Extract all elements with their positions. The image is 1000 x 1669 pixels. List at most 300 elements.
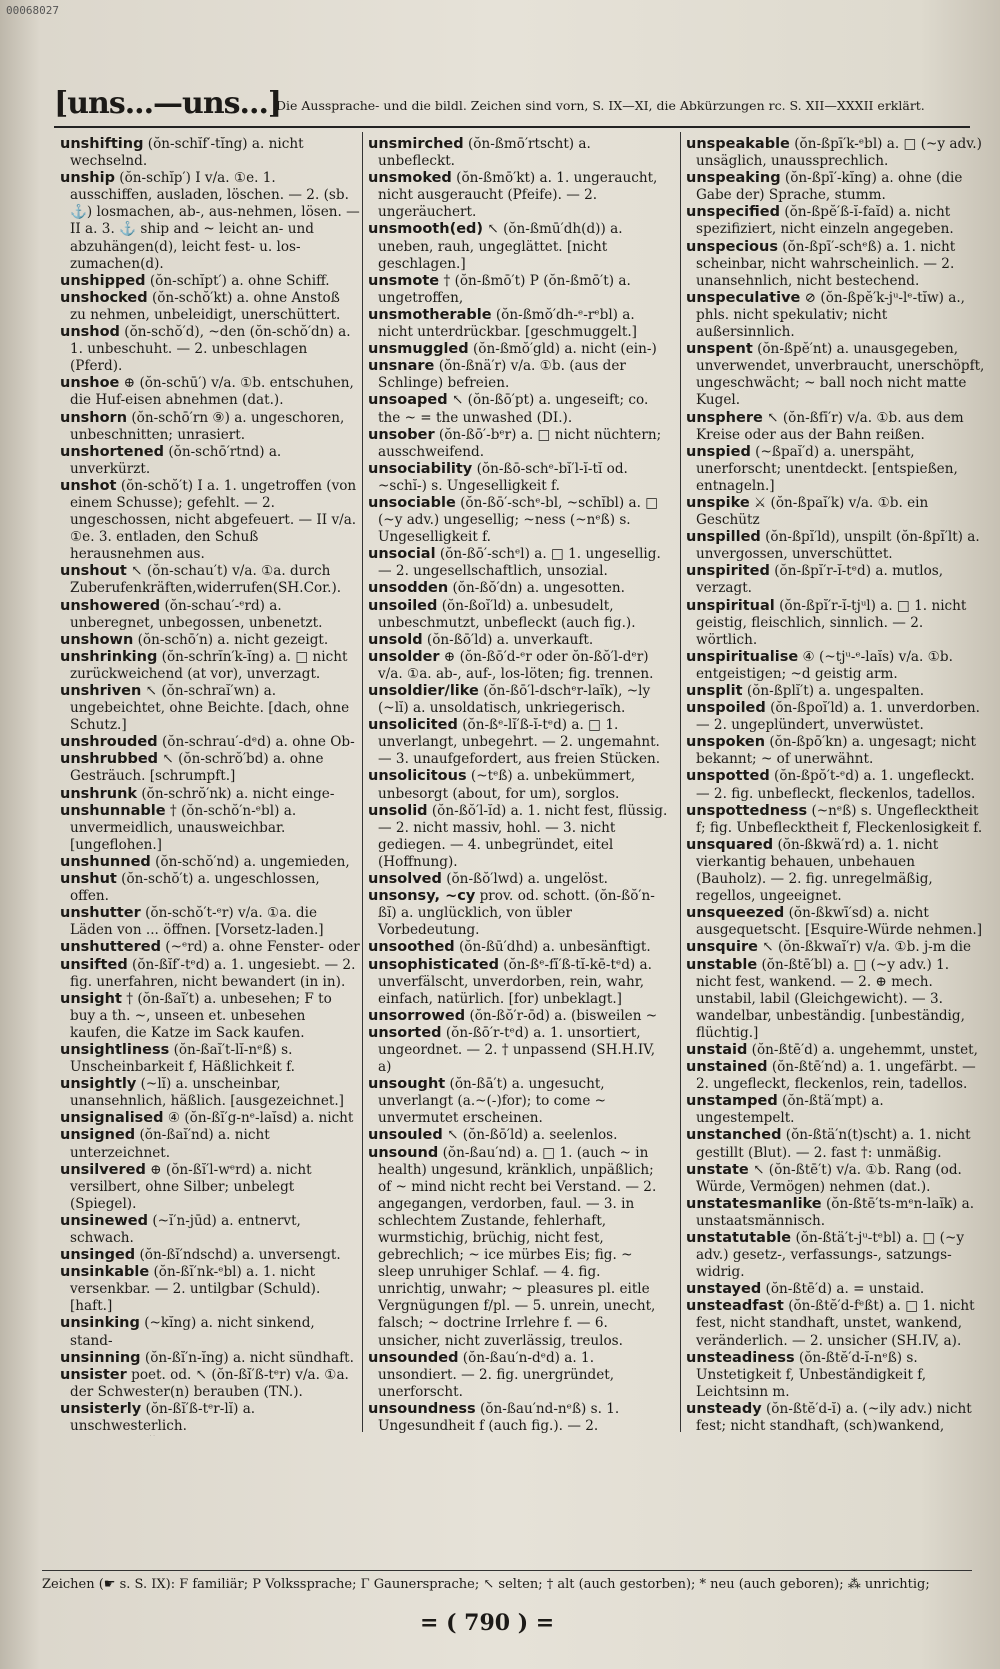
definition: (ŏn-ßᵉ-lĭ′ß-ĭ-tᵉd) a. □ 1. unverlangt, unbegehrt. — 2. ungemahnt. — 3. unaufgefordert, aus freien Stücken. — [378, 717, 661, 768]
headword: unsolicited — [368, 717, 458, 734]
dictionary-entry — [60, 410, 360, 444]
definition: (ŏn-ßtē′d) a. ungehemmt, unstet, — [747, 1041, 978, 1058]
dictionary-entry — [368, 598, 668, 632]
definition: (ŏn-ßtē′bl) a. □ (~y adv.) 1. nicht fest, wankend. — 2. ⊕ mech. unstabil, labil (Gleichgewicht). — 3. wandelbar, unbeständig. [unbeständig, flüchtig.] — [696, 956, 965, 1041]
dictionary-entry — [686, 1093, 986, 1127]
headword: unsold — [368, 631, 423, 648]
dictionary-entry — [60, 751, 360, 785]
definition: ↖ (ŏn-ßō′pt) a. ungeseift; co. the ~ = the unwashed (DI.). — [378, 392, 649, 426]
headword: unstatutable — [686, 1230, 792, 1246]
dictionary-entry — [368, 888, 668, 939]
dictionary-entry — [686, 239, 986, 290]
headword: unshipped — [60, 272, 146, 289]
headword: unsolicitous — [368, 768, 467, 785]
headword: unshifting — [60, 136, 144, 152]
dictionary-entry — [368, 1025, 668, 1076]
dictionary-entry — [60, 598, 360, 632]
headword: unstanched — [686, 1127, 782, 1144]
headword: unshrunk — [60, 785, 138, 802]
dictionary-entry — [60, 1162, 360, 1213]
definition: (ŏn-ßaĭ′nd) a. nicht unterzeichnet. — [70, 1127, 270, 1161]
headword: unspilled — [686, 529, 761, 546]
definition: (ŏn-ßpĕ′ß-ĭ-faĭd) a. nicht spezifiziert, nicht einzeln angegeben. — [696, 204, 954, 238]
dictionary-entry — [368, 221, 668, 272]
dictionary-entry — [60, 444, 360, 478]
dictionary-entry — [60, 563, 360, 597]
definition: (ŏn-ßkwä′rd) a. 1. nicht vierkantig behauen, unbehauen (Bauholz). — 2. fig. unregelmäßig, regellos, ungeeignet. — [696, 836, 939, 905]
definition: (ŏn-schĭf′-tĭng) a. nicht wechselnd. — [70, 136, 304, 170]
definition: (ŏn-ßtĕ′d-fᵉßt) a. □ 1. nicht fest, nicht standhaft, unstet, wankend, veränderlich. — 2. unsicher (SH.IV, a). — [696, 1298, 975, 1349]
headword: unshut — [60, 871, 117, 888]
dictionary-entry — [368, 461, 668, 495]
headword: unsoldier/like — [368, 683, 479, 699]
definition: (ŏn-ßpī′k-ᵉbl) a. □ (~y adv.) unsäglich, unaussprechlich. — [696, 136, 982, 170]
definition: (ŏn-ßō′-bᵉr) a. □ nicht nüchtern; ausschweifend. — [378, 426, 662, 460]
definition: (~ᵉrd) a. ohne Fenster- oder — [160, 939, 360, 956]
definition: ⊕ (ŏn-schū′) v/a. ①b. entschuhen, die Huf-eisen abnehmen (dat.). — [70, 375, 354, 409]
dictionary-entry — [686, 1059, 986, 1093]
dictionary-entry — [368, 717, 668, 768]
dictionary-entry — [686, 768, 986, 802]
column-3 — [686, 136, 986, 1436]
definition: ⊕ (ŏn-ßĭ′l-wᵉrd) a. nicht versilbert, ohne Silber; unbelegt (Spiegel). — [70, 1161, 312, 1212]
dictionary-entry — [686, 957, 986, 1042]
headword: unship — [60, 170, 115, 187]
definition: (~kĭng) a. nicht sinkend, stand- — [70, 1315, 315, 1349]
definition: ↖ (ŏn-ßfī′r) v/a. ①b. aus dem Kreise oder aus der Bahn reißen. — [696, 409, 964, 443]
headword: unshod — [60, 324, 120, 341]
dictionary-entry — [368, 495, 668, 546]
dictionary-entry — [686, 495, 986, 529]
dictionary-entry — [60, 871, 360, 905]
definition: (ŏn-ßᵉ-fĭ′ß-tĭ-kē-tᵉd) a. unverfälscht, unverdorben, rein, wahr, einfach, natürlich. [for) unbeklagt.] — [378, 956, 652, 1007]
definition: (ŏn-schĭpt′) a. ohne Schiff. — [145, 272, 330, 289]
definition: ↖ (ŏn-schrŏ′bd) a. ohne Gesträuch. [schrumpft.] — [70, 751, 324, 785]
headword: unspeculative — [686, 289, 801, 306]
definition: (ŏn-schŏ′kt) a. ohne Anstoß zu nehmen, unbeleidigt, unerschüttert. — [70, 289, 341, 323]
definition: (ŏn-ßau′nd-nᵉß) s. 1. Ungesundheit f (auch fig.). — 2. — [378, 1400, 620, 1435]
page-number: = ( 790 ) = — [420, 1610, 555, 1636]
headword: unstaid — [686, 1041, 748, 1058]
headword: unsplit — [686, 683, 743, 699]
dictionary-entry — [60, 734, 360, 751]
headword: unsophisticated — [368, 956, 499, 973]
dictionary-entry — [368, 273, 668, 307]
definition: (ŏn-schŏ′t) I a. 1. ungetroffen (von einem Schusse); gefehlt. — 2. ungeschossen, nicht abgefeuert. — II v/a. ①e. 3. entladen, den Schuß herausnehmen aus. — [70, 477, 357, 563]
dictionary-entry — [368, 358, 668, 392]
headword: unsteady — [686, 1400, 762, 1417]
dictionary-entry — [686, 444, 986, 495]
dictionary-entry — [686, 170, 986, 204]
headword: unshrubbed — [60, 751, 159, 768]
headword: unsmuggled — [368, 341, 469, 358]
definition: (~ßpaĭ′d) a. unerspäht, unerforscht; unentdeckt. [entspießen, entnageln.] — [696, 443, 958, 494]
definition: (ŏn-ßtä′t-jᵘ-tᵉbl) a. □ (~y adv.) gesetz-, verfassungs-, satzungs-widrig. — [696, 1230, 965, 1281]
symbol-legend: Zeichen (☛ s. S. IX): F familiär; P Volkssprache; Γ Gaunersprache; ↖ selten; † alt (auch gestorben); * neu (auch geboren); ⁂ unrichtig; — [42, 1570, 972, 1592]
headword: unstable — [686, 956, 758, 973]
headword: unsqueezed — [686, 905, 785, 922]
definition: (~tᵉß) a. unbekümmert, unbesorgt (about, for um), sorglos. — [378, 768, 636, 802]
headword: unshutter — [60, 905, 141, 922]
headword: unshriven — [60, 683, 142, 699]
headword: unsightliness — [60, 1041, 170, 1058]
definition: (ŏn-ßō′-schᵉl) a. □ 1. ungesellig. — 2. ungesellschaftlich, unsozial. — [378, 546, 661, 580]
headword: unsought — [368, 1076, 446, 1093]
dictionary-entry — [686, 341, 986, 409]
dictionary-entry — [686, 1230, 986, 1281]
dictionary-entry — [60, 991, 360, 1042]
dictionary-entry — [686, 1042, 986, 1059]
headword: unspoiled — [686, 700, 766, 717]
dictionary-entry — [60, 1367, 360, 1401]
dictionary-entry — [686, 683, 986, 700]
headword: unsinewed — [60, 1212, 149, 1229]
column-1 — [60, 136, 360, 1436]
definition: (ŏn-schŏ′t-ᵉr) v/a. ①a. die Läden von ... öffnen. [Vorsetz-laden.] — [70, 905, 324, 939]
dictionary-entry — [686, 1162, 986, 1196]
dictionary-entry — [686, 803, 986, 837]
scan-id: 00068027 — [6, 4, 59, 17]
headword: unspecious — [686, 238, 778, 255]
dictionary-entry — [686, 563, 986, 597]
dictionary-entry — [60, 1042, 360, 1076]
headword: unsignalised — [60, 1110, 164, 1127]
headword: unspottedness — [686, 802, 808, 819]
dictionary-entry — [686, 529, 986, 563]
headword: unstained — [686, 1059, 768, 1076]
headword: unshowered — [60, 597, 161, 614]
dictionary-entry — [686, 649, 986, 683]
definition: (ŏn-ßā′t) a. ungesucht, unverlangt (a.~(-)for); to come ~ unvermutet erscheinen. — [378, 1076, 607, 1127]
definition: ⚔ (ŏn-ßpaĭ′k) v/a. ①b. ein Geschütz — [696, 494, 929, 529]
headword: unsifted — [60, 956, 128, 973]
headword: unsorted — [368, 1024, 442, 1041]
definition: (~nᵉß) s. Ungeflecktheit f; fig. Unbeflecktheit f, Fleckenlosigkeit f. — [696, 802, 983, 836]
headword: unshorn — [60, 409, 128, 426]
dictionary-entry — [368, 871, 668, 888]
dictionary-entry — [60, 1264, 360, 1315]
page-header — [54, 86, 970, 128]
headword: unstayed — [686, 1281, 762, 1298]
headword — [60, 1435, 123, 1436]
dictionary-entry — [368, 939, 668, 956]
headword: unspiritual — [686, 597, 775, 614]
definition: (ŏn-ßtĕ′d-ĭ) a. (~ily adv.) nicht fest; nicht standhaft, (sch)wankend, — [696, 1400, 972, 1435]
headword: unsound — [368, 1144, 439, 1161]
definition: (ŏn-ßmō′rtscht) a. unbefleckt. — [378, 136, 591, 170]
definition: (ŏn-ßtä′mpt) a. ungestempelt. — [696, 1093, 884, 1127]
definition: ⊕ (ŏn-ßō′d-ᵉr oder ŏn-ßŏ′l-dᵉr) v/a. ①a. ab-, auf-, los-löten; fig. trennen. — [378, 648, 654, 682]
definition: (ŏn-ßau′nd) a. □ 1. (auch ~ in health) ungesund, kränklich, unpäßlich; of ~ mind nicht recht bei Verstand. — 2. angegangen, verdorben, faul. — 3. in schlechtem Zustande, fehlerhaft, wurmstichig, brüchig, nicht fest, gebrechlich; ~ ice mürbes Eis; fig. ~ sleep unruhiger Schlaf. — 4. fig. unrichtig, unwahr; ~ pleasures pl. eitle Vergnügungen f/pl. — 5. unrein, unecht, falsch; ~ doctrine Irrlehre f. — 6. unsicher, nicht zuverlässig, treulos. — [378, 1144, 657, 1349]
definition: (ŏn-ßpŏ′t-ᵉd) a. 1. ungefleckt. — 2. fig. unbefleckt, fleckenlos, tadellos. — [696, 768, 976, 802]
headword: unsnare — [368, 358, 435, 375]
definition: (ŏn-schĭp′) I v/a. ①e. 1. ausschiffen, ausladen, löschen. — 2. (sb. ⚓) losmachen, ab-, aus-nehmen, lösen. — II a. 3. ⚓ ship and ~ leicht an- und abzuhängen(d), leicht fest- u. los-zumachen(d). — [70, 170, 360, 272]
dictionary-entry — [368, 683, 668, 717]
definition: (ŏn-ßō′r-tᵉd) a. 1. unsortiert, ungeordnet. — 2. † unpassend (SH.H.IV, a) — [378, 1024, 656, 1076]
dictionary-entry — [60, 273, 360, 290]
dictionary-entry — [60, 854, 360, 871]
definition: (~lĭ) a. unscheinbar, unansehnlich, häßlich. [ausgezeichnet.] — [70, 1076, 344, 1110]
headword: unshoe — [60, 375, 120, 392]
definition: ④ (~tjᵘ-ᵉ-laĭs) v/a. ①b. entgeistigen; ~d geistig arm. — [696, 648, 953, 682]
dictionary-entry — [60, 1315, 360, 1349]
headword: unspotted — [686, 768, 770, 785]
dictionary-entry — [60, 1213, 360, 1247]
header-note: Die Aussprache- und die bildl. Zeichen sind vorn, S. IX—XI, die Abkürzungen rc. S. XII—XXXII erklärt. — [276, 98, 925, 113]
definition: (ŏn-ßŏ′l-ĭd) a. 1. nicht fest, flüssig. — 2. nicht massiv, hohl. — 3. nicht gediegen. — 4. unbegründet, eitel (Hoffnung). — [378, 802, 668, 870]
dictionary-entry — [686, 939, 986, 956]
dictionary-entry — [368, 341, 668, 358]
headword: unspike — [686, 494, 750, 511]
dictionary-entry — [60, 290, 360, 324]
definition: † (ŏn-ßaĭ′t) a. unbesehen; F to buy a th. ~, unseen et. unbesehen kaufen, die Katze im Sack kaufen. — [70, 990, 332, 1041]
dictionary-entry — [686, 1281, 986, 1298]
dictionary-entry — [368, 768, 668, 802]
headword: unsightly — [60, 1076, 137, 1093]
definition: (ŏn-ßoĭ′ld) a. unbesudelt, unbeschmutzt, unbefleckt (auch fig.). — [378, 597, 636, 631]
definition: (ŏn-ßū′dhd) a. unbesänftigt. — [454, 939, 651, 956]
headword: unsolid — [368, 802, 428, 819]
definition: (ŏn-ßĭ′ß-tᵉr-lĭ) a. unschwesterlich. — [70, 1400, 256, 1435]
headword: unspeaking — [686, 170, 781, 187]
dictionary-entry — [686, 734, 986, 768]
definition: (ŏn-ßtĕ′d-ĭ-nᵉß) s. Unstetigkeit f, Unbeständigkeit f, Leichtsinn m. — [696, 1349, 927, 1400]
dictionary-entry — [686, 837, 986, 905]
headword: unshocked — [60, 289, 148, 306]
headword: unsmotherable — [368, 306, 492, 323]
dictionary-entry — [60, 649, 360, 683]
dictionary-entry — [368, 307, 668, 341]
dictionary-entry — [686, 1127, 986, 1161]
headword: unsmoked — [368, 170, 452, 187]
dictionary-entry — [60, 1127, 360, 1161]
definition: (ŏn-schō′n) a. nicht gezeigt. — [133, 631, 329, 648]
dictionary-entry — [60, 375, 360, 409]
dictionary-entry — [686, 700, 986, 734]
headword: unspirited — [686, 563, 770, 580]
definition: (ŏn-ßmŏ′gld) a. nicht (ein-) — [468, 341, 657, 358]
definition: ↖ (ŏn-ßtē′t) v/a. ①b. Rang (od. Würde, Vermögen) nehmen (dat.). — [696, 1161, 962, 1195]
definition: (ŏn-schŏ′d), ~den (ŏn-schŏ′dn) a. 1. unbeschuht. — 2. unbeschlagen (Pferd). — [70, 324, 351, 375]
definition: (ŏn-ßaĭ′t-lĭ-nᵉß) s. Unscheinbarkeit f, Häßlichkeit f. — [70, 1041, 295, 1076]
definition: (ŏn-schrĭn′k-ĭng) a. □ nicht zurückweichend (at vor), unverzagt. — [70, 648, 348, 682]
definition: (ŏn-ßmō′kt) a. 1. ungeraucht, nicht ausgeraucht (Pfeife). — 2. ungeräuchert. — [378, 170, 658, 221]
definition: (ŏn-ßtē′d) a. = unstaid. — [761, 1281, 925, 1298]
dictionary-entry — [368, 580, 668, 597]
headword: unsight — [60, 990, 122, 1007]
dictionary-entry — [368, 632, 668, 649]
definition: (ŏn-ßpĭ′r-ĭ-tjᵘl) a. □ 1. nicht geistig, fleischlich, sinnlich. — 2. wörtlich. — [696, 597, 967, 648]
dictionary-entry — [368, 427, 668, 461]
definition: (ŏn-ßpĭ′ld), unspilt (ŏn-ßpĭ′lt) a. unvergossen, unverschüttet. — [696, 529, 980, 563]
definition: (ŏn-schō′rn ⑨) a. ungeschoren, unbeschnitten; unrasiert. — [70, 409, 345, 443]
headword: unsteadfast — [686, 1298, 784, 1315]
column-2 — [368, 136, 668, 1436]
headword: unsocial — [368, 546, 436, 563]
dictionary-entry — [60, 905, 360, 939]
definition: (ŏn-ßō′-schᵉ-bl, ~schĭbl) a. □ (~y adv.) ungesellig; ~ness (~nᵉß) s. Ungeselligkeit f. — [378, 494, 659, 546]
definition: (ŏn-ßpĕ′nt) a. unausgegeben, unverwendet, unverbraucht, unerschöpft, ungeschwächt; ~ ball noch nicht matte Kugel. — [696, 341, 985, 409]
dictionary-entry — [686, 1401, 986, 1436]
dictionary-entry — [60, 170, 360, 273]
guide-words: [uns...—uns...] — [54, 86, 282, 121]
headword: unsounded — [368, 1349, 459, 1366]
dictionary-entry — [686, 1298, 986, 1349]
definition: (ŏn-schau′-ᵉrd) a. unberegnet, unbegossen, unbenetzt. — [70, 597, 323, 631]
definition: (ŏn-ßĭ′n-ĭng) a. nicht sündhaft. — [140, 1349, 354, 1366]
headword: unsmote — [368, 272, 440, 289]
dictionary-entry — [368, 1127, 668, 1144]
headword: unshot — [60, 477, 117, 494]
headword: unstate — [686, 1161, 749, 1178]
headword: unsinkable — [60, 1264, 150, 1281]
headword: unshown — [60, 631, 134, 648]
dictionary-entry — [60, 478, 360, 563]
dictionary-entry — [686, 1350, 986, 1401]
definition: (ŏn-schrau′-dᵉd) a. ohne Ob- — [157, 734, 355, 751]
dictionary-entry — [686, 136, 986, 170]
dictionary-entry — [60, 1350, 360, 1367]
headword: unspied — [686, 443, 751, 460]
definition: ④ (ŏn-ßĭ′g-nᵉ-laĭsd) a. nicht — [163, 1110, 354, 1127]
definition: (ŏn-schŏ′nd) a. ungemieden, — [150, 853, 350, 870]
headword: unsober — [368, 426, 435, 443]
dictionary-entry — [686, 598, 986, 649]
definition: ↖ (ŏn-ßmū′dh(d)) a. uneben, rauh, ungeglättet. [nicht geschlagen.] — [378, 221, 623, 272]
definition: (ŏn-schō′rtnd) a. unverkürzt. — [70, 443, 282, 477]
definition: (ŏn-ßplĭ′t) a. ungespalten. — [742, 683, 925, 699]
definition: ↖ (ŏn-schraĭ′wn) a. ungebeichtet, ohne Beichte. [dach, ohne Schutz.] — [70, 683, 350, 734]
headword: unsolder — [368, 648, 440, 665]
headword: unsodden — [368, 580, 449, 597]
headword: unsmirched — [368, 136, 464, 152]
headword: unshrouded — [60, 734, 158, 751]
definition: (ŏn-ßmŏ′dh-ᵉ-rᵉbl) a. nicht unterdrückbar. [geschmuggelt.] — [378, 306, 637, 341]
headword: unsoothed — [368, 939, 455, 956]
definition: (ŏn-ßtē′ts-mᵉn-laĭk) a. unstaatsmännisch. — [696, 1195, 975, 1229]
definition: (ŏn-ßkwī′sd) a. nicht ausgequetscht. [Esquire-Würde nehmen.] — [696, 905, 983, 939]
headword: unsigned — [60, 1127, 136, 1144]
definition: (ŏn-ßŏ′dn) a. ungesotten. — [448, 580, 625, 597]
headword: unsinking — [60, 1315, 140, 1332]
dictionary-entry — [368, 136, 668, 170]
definition: (ŏn-ßĭ′nk-ᵉbl) a. 1. nicht versenkbar. — 2. untilgbar (Schuld). [haft.] — [70, 1264, 321, 1315]
headword: unstatesmanlike — [686, 1195, 822, 1212]
headword: unsmooth(ed) — [368, 221, 484, 238]
definition: † (ŏn-schŏ′n-ᵉbl) a. unvermeidlich, unausweichbar. [ungeflohen.] — [70, 802, 297, 853]
definition: (ŏn-ßō′ld) a. unverkauft. — [422, 631, 594, 648]
headword: unshortened — [60, 443, 165, 460]
dictionary-entry — [368, 957, 668, 1008]
dictionary-entry — [60, 1110, 360, 1127]
definition: ⊘ (ŏn-ßpĕ′k-jᵘ-lᵉ-tĭw) a., phls. nicht spekulativ; nicht außersinnlich. — [696, 289, 965, 341]
definition: (ŏn-ßpoĭ′ld) a. 1. unverdorben. — 2. ungeplündert, unverwüstet. — [696, 700, 980, 734]
dictionary-entry — [60, 632, 360, 649]
headword: unspeakable — [686, 136, 790, 152]
dictionary-entry — [686, 410, 986, 444]
dictionary-entry — [686, 290, 986, 341]
headword: unspiritualise — [686, 648, 799, 665]
definition: † (ŏn-ßmō′t) P (ŏn-ßmō′t) a. ungetroffen, — [378, 272, 631, 306]
dictionary-entry — [60, 324, 360, 375]
headword: unshout — [60, 563, 127, 580]
headword: unsinged — [60, 1247, 136, 1264]
headword: unsinning — [60, 1349, 141, 1366]
definition: (ŏn-ßō′l-dschᵉr-laĭk), ~ly (~lĭ) a. unsoldatisch, unkriegerisch. — [378, 683, 651, 717]
definition: poet. od. ↖ (ŏn-ßĭ′ß-tᵉr) v/a. ①a. der Schwester(n) berauben (TN.). — [70, 1366, 349, 1400]
definition: (ŏn-ßpĭ′r-ĭ-tᵉd) a. mutlos, verzagt. — [696, 563, 944, 597]
headword: unsquire — [686, 939, 758, 956]
headword: unspecified — [686, 204, 781, 221]
definition: (ŏn-ßŏ′r-ōd) a. (bisweilen ~ — [465, 1007, 658, 1024]
definition: ↖ (ŏn-schau′t) v/a. ①a. durch Zuberufenkräften,widerrufen(SH.Cor.). — [70, 563, 342, 597]
dictionary-entry — [60, 1247, 360, 1264]
dictionary-entry — [60, 957, 360, 991]
definition: (ŏn-ßpō′kn) a. ungesagt; nicht bekannt; ~ of unerwähnt. — [696, 734, 976, 768]
headword: unsociability — [368, 460, 473, 477]
dictionary-entry — [368, 649, 668, 683]
headword: unstamped — [686, 1093, 778, 1110]
dictionary-entry — [60, 786, 360, 803]
dictionary-entry — [686, 1196, 986, 1230]
headword: unsilvered — [60, 1161, 146, 1178]
headword: unsorrowed — [368, 1007, 466, 1024]
definition: prov. od. schott. (ŏn-ßŏ′n-ßĭ) a. unglücklich, von übler Vorbedeutung. — [378, 888, 655, 939]
dictionary-entry — [368, 1008, 668, 1025]
dictionary-entry — [60, 683, 360, 734]
headword: unsisterly — [60, 1400, 142, 1417]
headword: unshuttered — [60, 939, 161, 956]
column-divider — [362, 132, 363, 1432]
headword: unspent — [686, 341, 753, 358]
headword: unsteadiness — [686, 1349, 795, 1366]
dictionary-entry — [60, 803, 360, 854]
headword: unsoaped — [368, 392, 448, 409]
definition: (ŏn-ßpī′-schᵉß) a. 1. nicht scheinbar, nicht wahrscheinlich. — 2. unansehnlich, nicht bestechend. — [696, 238, 956, 289]
headword: unsquared — [686, 836, 774, 853]
dictionary-entry — [60, 1435, 360, 1436]
dictionary-entry — [368, 546, 668, 580]
dictionary-entry — [368, 1350, 668, 1401]
definition: ↖ (ŏn-ßkwaĭ′r) v/a. ①b. j-m die — [757, 939, 972, 956]
definition: (ŏn-schŏ′t) a. ungeschlossen, offen. — [70, 871, 320, 905]
dictionary-entry — [60, 136, 360, 170]
definition: (ŏn-ßtä′n(t)scht) a. 1. nicht gestillt (Blut). — 2. fast †: unmäßig. — [696, 1127, 971, 1161]
definition: (ŏn-schrŏ′nk) a. nicht einge- — [137, 785, 335, 802]
definition: (ŏn-ßau′n-dᵉd) a. 1. unsondiert. — 2. fig. unergründet, unerforscht. — [378, 1349, 615, 1400]
definition: (ŏn-ßpī′-kĭng) a. ohne (die Gabe der) Sprache, stumm. — [696, 170, 963, 204]
dictionary-entry — [368, 1145, 668, 1350]
definition: (ŏn-ßĭf′-tᵉd) a. 1. ungesiebt. — 2. fig. unerfahren, nicht bewandert (in in). — [70, 956, 356, 990]
dictionary-entry — [60, 939, 360, 956]
dictionary-entry — [368, 170, 668, 221]
dictionary-entry — [368, 1076, 668, 1127]
headword: unsphere — [686, 409, 763, 426]
definition: (ŏn-ßtē′nd) a. 1. ungefärbt. — 2. ungefleckt, fleckenlos, rein, tadellos. — [696, 1059, 976, 1093]
headword: unspoken — [686, 734, 766, 751]
headword: unshrinking — [60, 648, 158, 665]
definition: (ŏn-ßĭ′ndschd) a. unversengt. — [135, 1247, 341, 1264]
headword: unshunned — [60, 853, 151, 870]
dictionary-entry — [60, 1401, 360, 1435]
dictionary-entry — [368, 803, 668, 871]
headword: unsociable — [368, 494, 456, 511]
headword: unshunnable — [60, 802, 166, 819]
dictionary-entry — [368, 392, 668, 426]
definition: (~ĭ′n-jūd) a. entnervt, schwach. — [70, 1212, 301, 1246]
definition: (ŏn-ßnä′r) v/a. ①b. (aus der Schlinge) befreien. — [378, 358, 626, 392]
headword: unsolved — [368, 871, 442, 888]
